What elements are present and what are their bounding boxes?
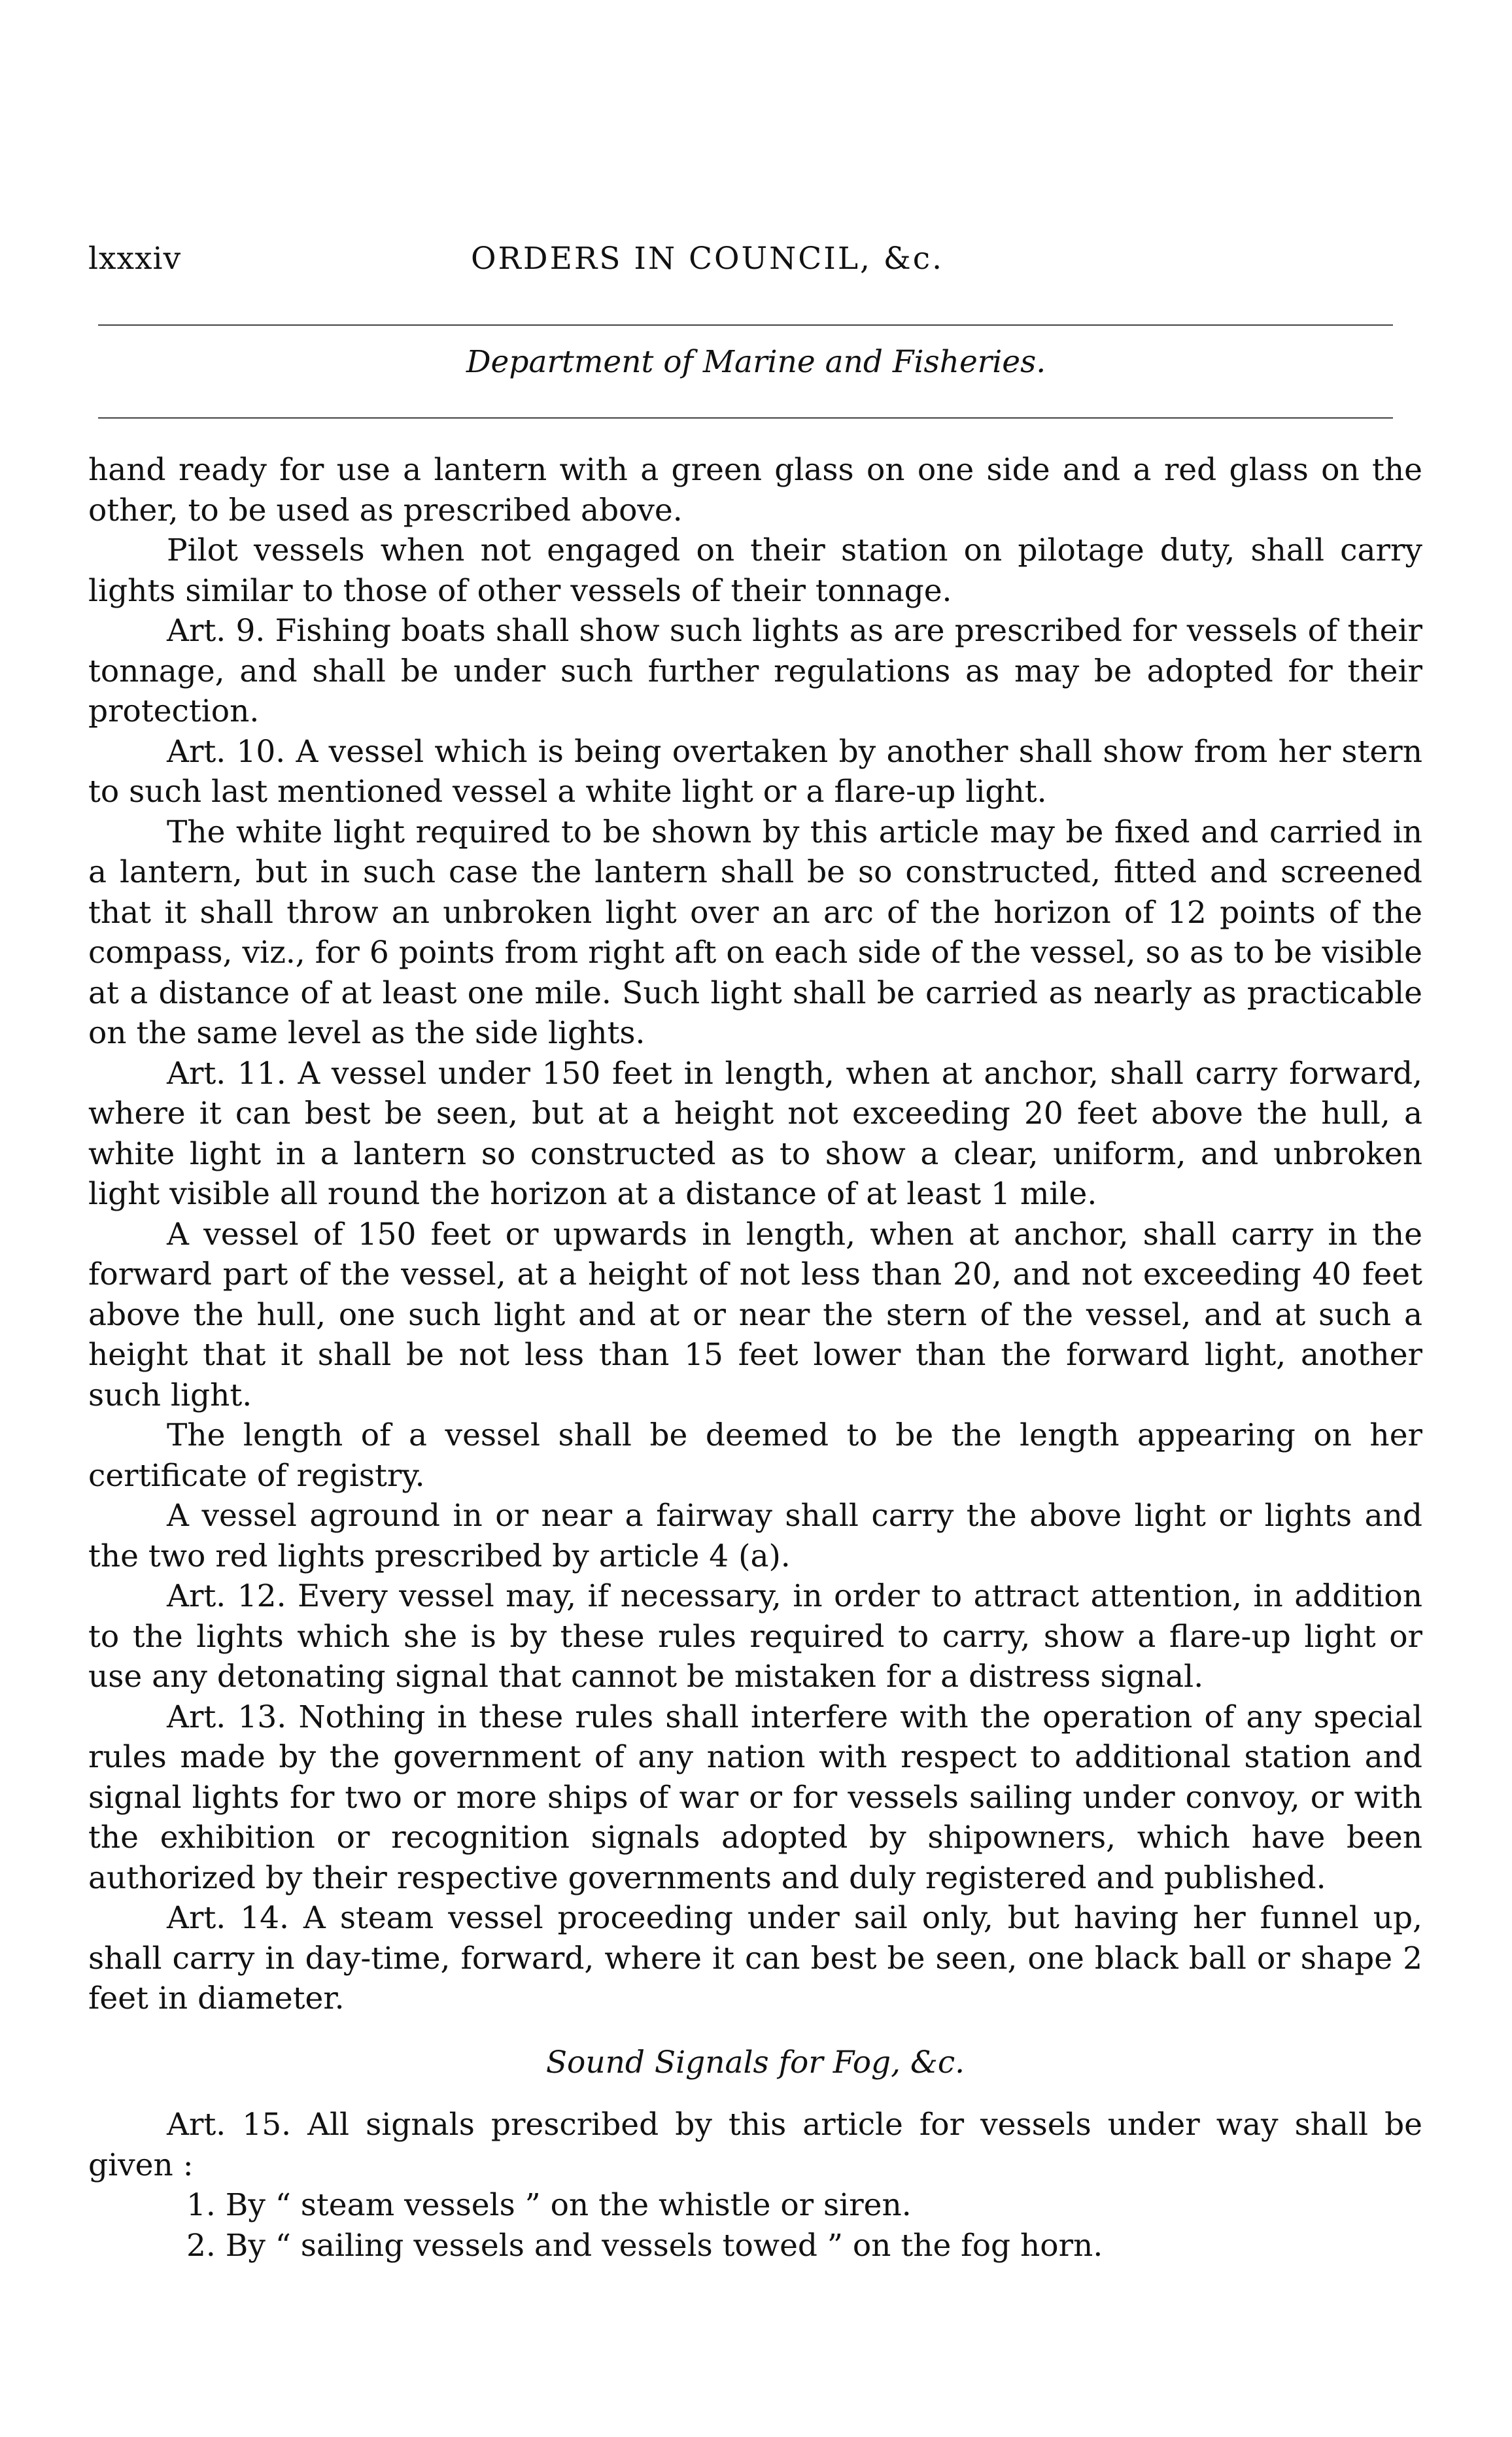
list-item: 2. By “ sailing vessels and vessels towed ” on the fog horn. — [186, 2227, 1103, 2264]
paragraph-art-12: Art. 12. Every vessel may, if necessary, in order to attract attention, in addition to the lights which she is by these rules required to carry, show a flare-up light or use any detonating signal that cannot be mistaken for a distress signal. — [88, 1578, 1422, 1695]
paragraph-continuation: hand ready for use a lantern with a green glass on one side and a red glass on the other, to be used as prescribed above. — [88, 452, 1422, 528]
page-header — [88, 241, 1422, 286]
paragraph-art-9: Art. 9. Fishing boats shall show such lights as are prescribed for vessels of their tonnage, and shall be under such further regulations as may be adopted for their protection. — [88, 613, 1422, 729]
paragraph-pilot-vessels: Pilot vessels when not engaged on their station on pilotage duty, shall carry lights similar to those of other vessels of their tonnage. — [88, 532, 1422, 609]
list-item: 1. By “ steam vessels ” on the whistle or siren. — [186, 2187, 912, 2223]
page-number: lxxxiv — [88, 241, 182, 277]
section-heading: Sound Signals for Fog, &c. — [545, 2044, 965, 2081]
paragraph-art-13: Art. 13. Nothing in these rules shall interfere with the operation of any special rules made by the government of any nation with respect to additional station and signal lights for two or more ships of war or for vessels sailing under convoy, or with the exhibition or recognition signals adopted by shipowners, which have been authorized by their respective governments and duly registered and published. — [88, 1699, 1422, 1896]
body-text — [88, 450, 1422, 2266]
paragraph-length: The length of a vessel shall be deemed to be the length appearing on her certificate of registry. — [88, 1417, 1422, 1494]
paragraph-art-15: Art. 15. All signals prescribed by this article for vessels under way shall be given : — [88, 2107, 1422, 2183]
running-title: ORDERS IN COUNCIL, &c. — [471, 241, 944, 277]
paragraph-art-11: Art. 11. A vessel under 150 feet in length, when at anchor, shall carry forward, where it can best be seen, but at a height not exceeding 20 feet above the hull, a white light in a lantern so constructed as to show a clear, uniform, and unbroken light visible all round the horizon at a distance of at least 1 mile. — [88, 1055, 1422, 1212]
paragraph-white-light: The white light required to be shown by this article may be fixed and carried in a lantern, but in such case the lantern shall be so constructed, fitted and screened that it shall throw an unbroken light over an arc of the horizon of 12 points of the compass, viz., for 6 points from right aft on each side of the vessel, so as to be visible at a distance of at least one mile. Such light shall be carried as nearly as practicable on the same level as the side lights. — [88, 814, 1422, 1051]
header-rule-top — [98, 324, 1393, 326]
header-rule-bottom — [98, 417, 1393, 419]
paragraph-art-10: Art. 10. A vessel which is being overtaken by another shall show from her stern to such last mentioned vessel a white light or a flare-up light. — [88, 733, 1422, 810]
paragraph-150-feet: A vessel of 150 feet or upwards in length, when at anchor, shall carry in the forward part of the vessel, at a height of not less than 20, and not exceeding 40 feet above the hull, one such light and at or near the stern of the vessel, and at such a height that it shall be not less than 15 feet lower than the forward light, another such light. — [88, 1216, 1422, 1413]
paragraph-aground: A vessel aground in or near a fairway shall carry the above light or lights and the two red lights prescribed by article 4 (a). — [88, 1498, 1422, 1574]
paragraph-art-14: Art. 14. A steam vessel proceeding under sail only, but having her funnel up, shall carry in day-time, forward, where it can best be seen, one black ball or shape 2 feet in diameter. — [88, 1900, 1422, 2016]
department-subtitle: Department of Marine and Fisheries. — [466, 344, 1046, 380]
